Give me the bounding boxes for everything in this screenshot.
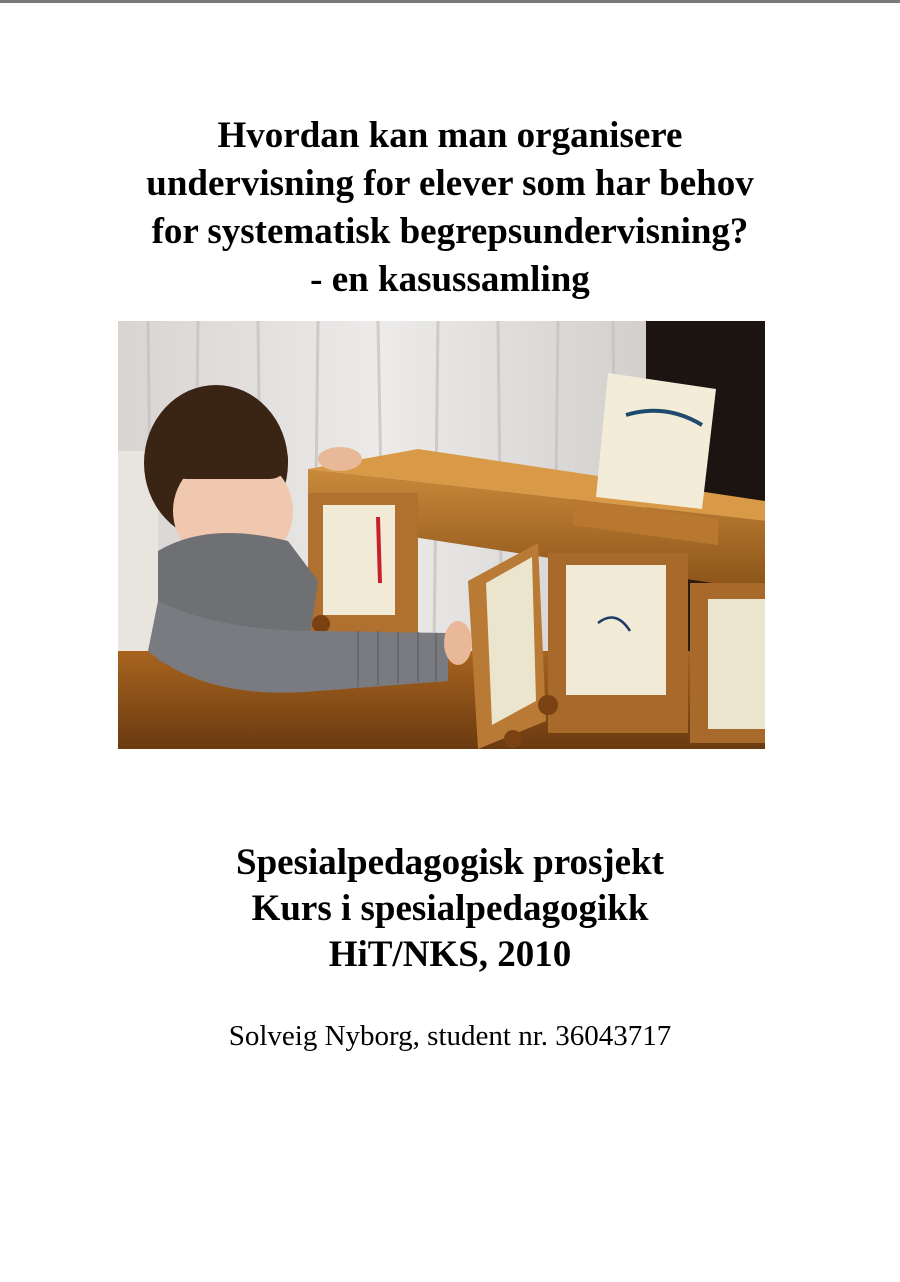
title-line-4: - en kasussamling <box>310 259 590 300</box>
cover-photo <box>118 321 765 749</box>
title-line-1: Hvordan kan man organisere <box>217 115 683 156</box>
title-line-3: for systematisk begrepsundervisning? <box>151 211 749 252</box>
course-info <box>0 840 900 978</box>
subtitle-line-3: HiT/NKS, 2010 <box>328 934 572 975</box>
document-title <box>0 112 900 304</box>
subtitle-line-2: Kurs i spesialpedagogikk <box>251 888 649 929</box>
photo-child-wooden-boxes-icon <box>118 321 765 749</box>
page-top-edge <box>0 0 900 3</box>
author-line: Solveig Nyborg, student nr. 36043717 <box>228 1020 672 1052</box>
subtitle-line-1: Spesialpedagogisk prosjekt <box>236 842 664 883</box>
title-line-2: undervisning for elever som har behov <box>146 163 754 204</box>
